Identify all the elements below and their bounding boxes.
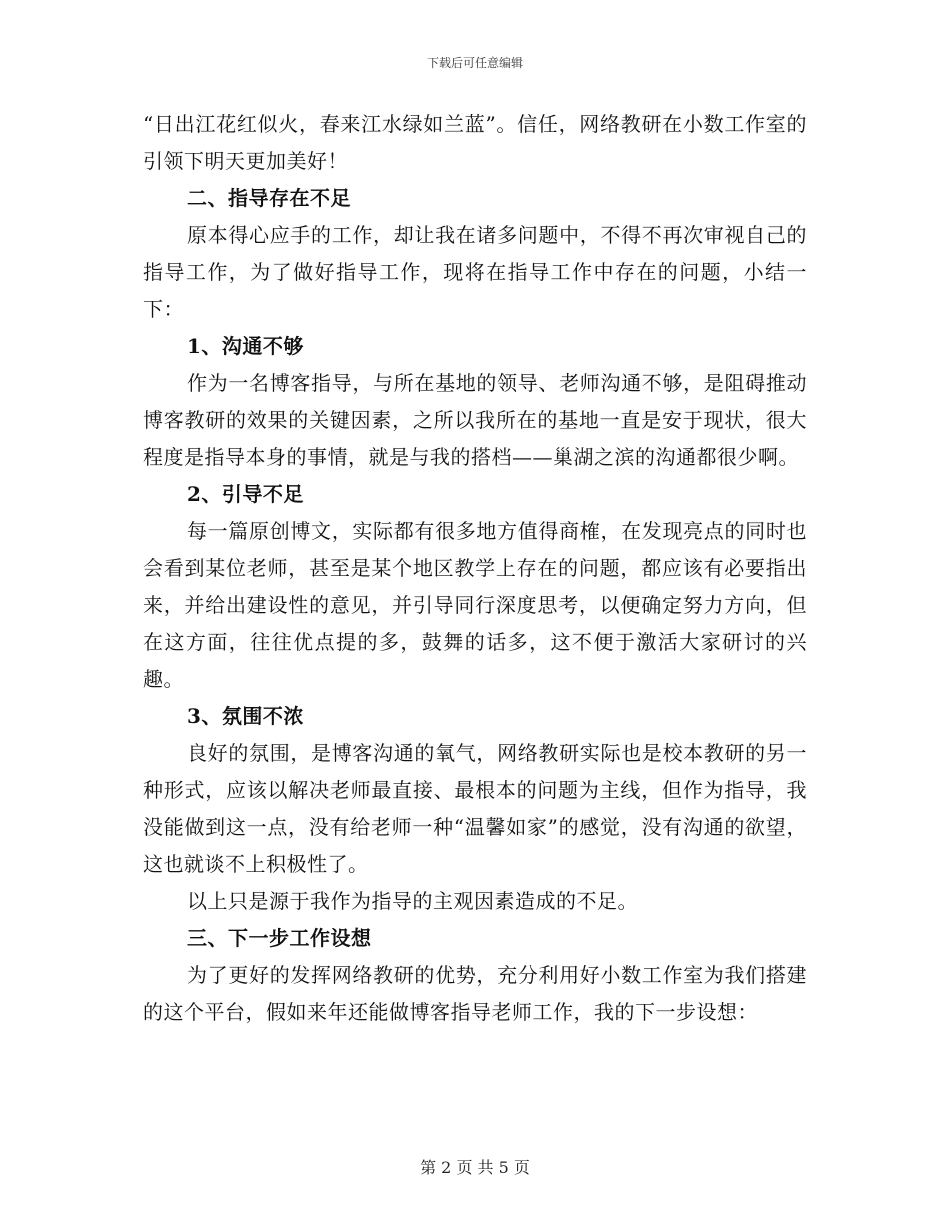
page-number: 第 2 页 共 5 页	[420, 1158, 530, 1177]
paragraph: 原本得心应手的工作，却让我在诸多问题中，不得不再次审视自己的指导工作，为了做好指导工作，现将在指导工作中存在的问题，小结一下：	[143, 223, 807, 321]
section-heading: 二、指导存在不足	[187, 186, 351, 210]
section-heading: 三、下一步工作设想	[187, 926, 372, 950]
paragraph: 每一篇原创博文，实际都有很多地方值得商榷，在发现亮点的同时也会看到某位老师，甚至是某个地区教学上存在的问题，都应该有必要指出来，并给出建设性的意见，并引导同行深度思考，以便确定努力方向，但在这方面，往往优点提的多，鼓舞的话多，这不便于激活大家研讨的兴趣。	[143, 519, 807, 691]
paragraph: “日出江花红似火，春来江水绿如兰蓝”。信任，网络教研在小数工作室的引领下明天更加美好！	[143, 112, 807, 173]
paragraph: 作为一名博客指导，与所在基地的领导、老师沟通不够，是阻碍推动博客教研的效果的关键因素，之所以我所在的基地一直是安于现状，很大程度是指导本身的事情，就是与我的搭档——巢湖之滨的沟通都很少啊。	[143, 371, 807, 469]
subsection-heading: 1、沟通不够	[187, 334, 304, 358]
paragraph: 以上只是源于我作为指导的主观因素造成的不足。	[187, 889, 638, 913]
header-note: 下载后可任意编辑	[426, 56, 523, 70]
subsection-heading: 3、氛围不浓	[187, 704, 304, 728]
subsection-heading: 2、引导不足	[187, 482, 304, 506]
paragraph: 为了更好的发挥网络教研的优势，充分利用好小数工作室为我们搭建的这个平台，假如来年还能做博客指导老师工作，我的下一步设想：	[143, 963, 807, 1024]
paragraph: 良好的氛围，是博客沟通的氧气，网络教研实际也是校本教研的另一种形式，应该以解决老师最直接、最根本的问题为主线，但作为指导，我没能做到这一点，没有给老师一种“温馨如家”的感觉，没有沟通的欲望，这也就谈不上积极性了。	[143, 741, 807, 876]
document-body	[143, 106, 807, 1031]
